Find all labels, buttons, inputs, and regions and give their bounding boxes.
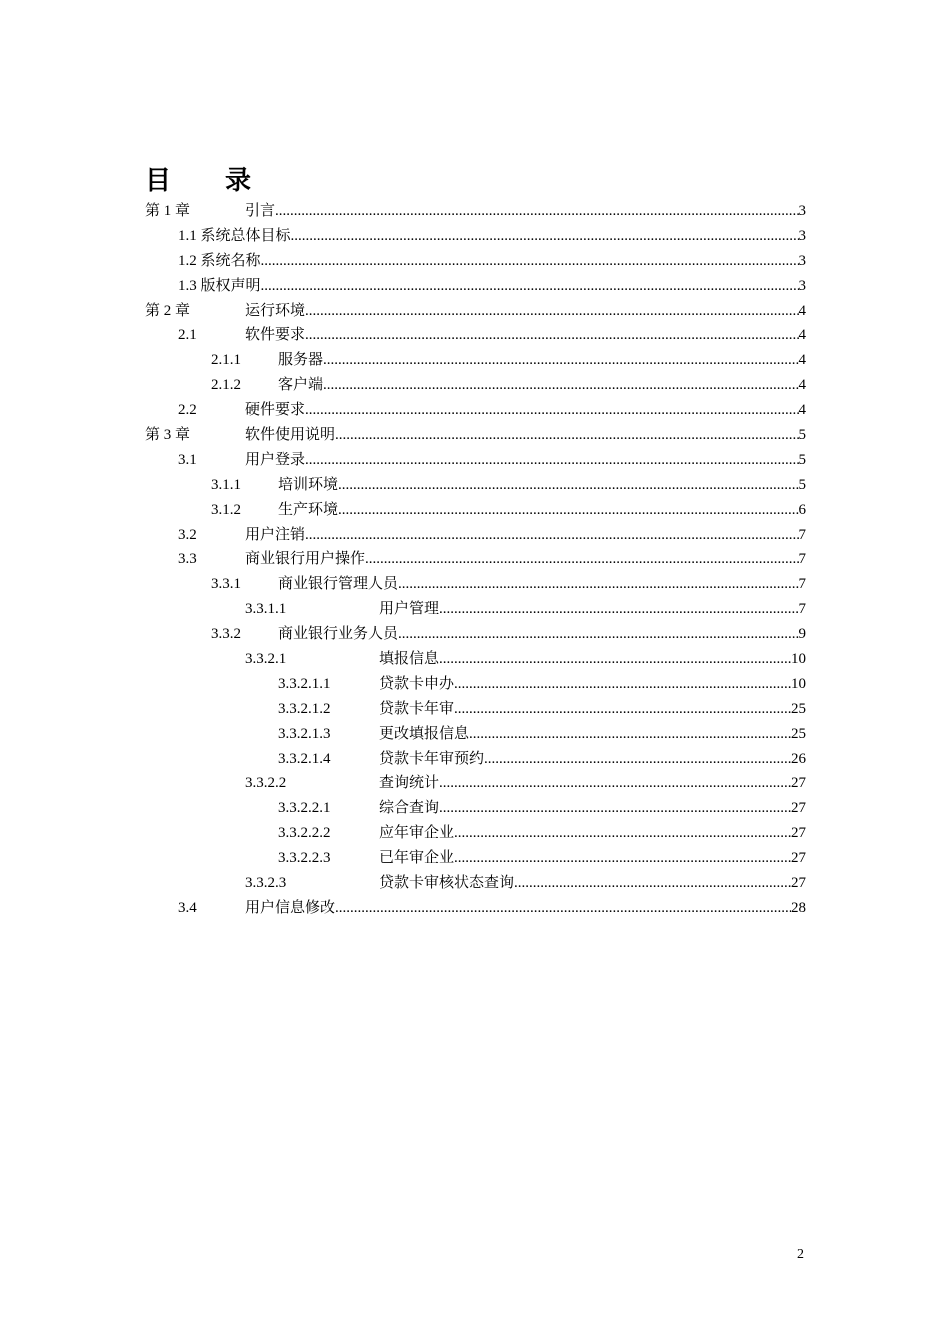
table-of-contents [145, 199, 806, 921]
toc-entry[interactable] [145, 747, 806, 772]
toc-entry-number: 3.3 [178, 551, 197, 568]
toc-entry-page: 27 [791, 850, 806, 867]
toc-leader-dots [261, 274, 799, 299]
toc-entry[interactable] [145, 398, 806, 423]
toc-entry-page: 10 [791, 675, 806, 692]
toc-entry-title: 贷款卡年审 [379, 700, 455, 717]
toc-entry-page: 27 [791, 800, 806, 817]
toc-entry-title: 客户端 [278, 377, 324, 394]
toc-entry-page: 3 [798, 203, 806, 219]
toc-entry[interactable] [145, 722, 806, 747]
toc-entry-title: 1.2 系统名称 [178, 252, 261, 269]
toc-entry-page: 26 [791, 750, 806, 767]
toc-entry-title: 贷款卡审核状态查询 [379, 875, 515, 892]
toc-entry-page: 4 [798, 302, 806, 319]
toc-entry-title: 贷款卡年审预约 [379, 750, 485, 767]
toc-leader-dots [305, 398, 798, 423]
toc-entry[interactable] [145, 547, 806, 572]
toc-entry-page: 5 [798, 451, 806, 468]
toc-entry-page: 25 [791, 700, 806, 717]
toc-entry-number: 3.1.2 [211, 501, 241, 518]
toc-entry-page: 4 [798, 377, 806, 394]
page-number: 2 [797, 1247, 804, 1262]
toc-entry[interactable] [145, 622, 806, 647]
toc-leader-dots [305, 323, 798, 348]
toc-entry-number: 第 2 章 [145, 302, 191, 319]
toc-entry-page: 5 [798, 427, 806, 444]
toc-entry[interactable] [145, 771, 806, 796]
toc-entry-title: 用户管理 [379, 601, 440, 618]
toc-entry[interactable] [145, 348, 806, 373]
toc-leader-dots [338, 498, 798, 523]
toc-entry[interactable] [145, 796, 806, 821]
toc-entry[interactable] [145, 523, 806, 548]
toc-entry-number: 3.3.2.3 [245, 875, 287, 892]
toc-entry-title: 查询统计 [379, 775, 440, 792]
toc-entry[interactable] [145, 697, 806, 722]
toc-entry[interactable] [145, 597, 806, 622]
toc-entry-page: 27 [791, 775, 806, 792]
toc-leader-dots [439, 796, 791, 821]
toc-leader-dots [323, 348, 798, 373]
toc-leader-dots [454, 697, 791, 722]
toc-entry-number: 3.1.1 [211, 476, 241, 493]
toc-leader-dots [365, 547, 798, 572]
toc-entry-page: 28 [791, 899, 806, 916]
toc-entry-number: 3.3.2.1 [245, 651, 287, 668]
toc-leader-dots [291, 224, 799, 249]
toc-entry-title: 1.3 版权声明 [178, 277, 261, 294]
toc-entry[interactable] [145, 249, 806, 274]
toc-entry-number: 3.3.2.2.2 [278, 825, 331, 842]
toc-entry-title: 软件要求 [245, 327, 306, 344]
toc-entry-title: 引言 [245, 203, 276, 219]
toc-entry-page: 7 [798, 526, 806, 543]
toc-entry[interactable] [145, 647, 806, 672]
toc-leader-dots [398, 572, 798, 597]
toc-entry[interactable] [145, 672, 806, 697]
toc-leader-dots [305, 523, 798, 548]
toc-entry-title: 综合查询 [379, 800, 440, 817]
toc-entry-number: 3.3.2.1.1 [278, 675, 331, 692]
toc-leader-dots [439, 647, 791, 672]
toc-entry-title: 已年审企业 [379, 850, 455, 867]
toc-leader-dots [335, 423, 798, 448]
toc-leader-dots [484, 747, 791, 772]
toc-entry-title: 应年审企业 [379, 825, 455, 842]
toc-entry-title: 商业银行业务人员 [278, 626, 399, 643]
toc-entry-number: 3.1 [178, 451, 197, 468]
toc-entry[interactable] [145, 498, 806, 523]
toc-entry-number: 3.3.2.2.1 [278, 800, 331, 817]
toc-entry-title: 运行环境 [245, 302, 306, 319]
toc-entry-page: 9 [798, 626, 806, 643]
toc-entry-title: 用户登录 [245, 451, 306, 468]
toc-leader-dots [454, 846, 791, 871]
toc-entry-number: 2.1.2 [211, 377, 241, 394]
toc-entry-page: 4 [798, 402, 806, 419]
toc-entry[interactable] [145, 473, 806, 498]
toc-entry[interactable] [145, 274, 806, 299]
toc-entry-title: 培训环境 [278, 476, 339, 493]
toc-entry[interactable] [145, 896, 806, 921]
toc-entry[interactable] [145, 871, 806, 896]
toc-entry[interactable] [145, 846, 806, 871]
toc-entry-page: 7 [798, 601, 806, 618]
toc-entry-number: 3.3.2.2.3 [278, 850, 331, 867]
toc-entry-page: 7 [798, 576, 806, 593]
toc-entry[interactable] [145, 448, 806, 473]
toc-leader-dots [439, 771, 791, 796]
toc-entry-number: 2.2 [178, 402, 197, 419]
toc-leader-dots [323, 373, 798, 398]
toc-leader-dots [305, 299, 798, 324]
toc-leader-dots [514, 871, 791, 896]
toc-entry-title: 服务器 [278, 352, 324, 369]
toc-entry[interactable] [145, 373, 806, 398]
toc-entry-page: 25 [791, 725, 806, 742]
toc-entry-number: 3.3.2.1.3 [278, 725, 331, 742]
toc-entry-title: 用户信息修改 [245, 899, 336, 916]
toc-entry-title: 商业银行管理人员 [278, 576, 399, 593]
toc-entry-title: 填报信息 [379, 651, 440, 668]
toc-entry-title: 用户注销 [245, 526, 306, 543]
toc-entry-title: 软件使用说明 [245, 427, 336, 444]
toc-entry-title: 硬件要求 [245, 402, 306, 419]
toc-entry-number: 2.1.1 [211, 352, 241, 369]
toc-entry[interactable] [145, 323, 806, 348]
toc-entry-page: 3 [798, 277, 806, 294]
toc-entry-page: 6 [798, 501, 806, 518]
toc-entry[interactable] [145, 821, 806, 846]
toc-entry-number: 第 3 章 [145, 427, 191, 444]
toc-leader-dots [275, 199, 798, 224]
toc-entry[interactable] [145, 572, 806, 597]
toc-entry-page: 10 [791, 651, 806, 668]
toc-entry-page: 4 [798, 352, 806, 369]
toc-leader-dots [335, 896, 791, 921]
toc-entry-title: 商业银行用户操作 [245, 551, 366, 568]
toc-entry[interactable] [145, 299, 806, 324]
toc-entry-title: 生产环境 [278, 501, 339, 518]
toc-entry[interactable] [145, 199, 806, 224]
toc-leader-dots [454, 672, 791, 697]
toc-entry-title: 贷款卡申办 [379, 675, 455, 692]
toc-entry-page: 4 [798, 327, 806, 344]
toc-leader-dots [398, 622, 798, 647]
toc-entry[interactable] [145, 224, 806, 249]
toc-entry[interactable] [145, 423, 806, 448]
toc-entry-number: 2.1 [178, 327, 197, 344]
toc-entry-number: 3.3.1.1 [245, 601, 287, 618]
toc-leader-dots [439, 597, 798, 622]
toc-entry-title: 更改填报信息 [379, 725, 470, 742]
toc-entry-number: 3.3.2 [211, 626, 241, 643]
toc-entry-page: 3 [798, 227, 806, 244]
toc-entry-number: 3.3.2.2 [245, 775, 287, 792]
toc-entry-number: 3.4 [178, 899, 197, 916]
toc-leader-dots [305, 448, 798, 473]
toc-entry-number: 第 1 章 [145, 203, 191, 219]
toc-entry-number: 3.2 [178, 526, 197, 543]
toc-entry-number: 3.3.2.1.4 [278, 750, 331, 767]
toc-entry-page: 3 [798, 252, 806, 269]
toc-entry-number: 3.3.1 [211, 576, 241, 593]
toc-entry-page: 27 [791, 875, 806, 892]
toc-title: 目 录 [145, 166, 266, 196]
toc-entry-page: 7 [798, 551, 806, 568]
toc-entry-page: 27 [791, 825, 806, 842]
toc-entry-number: 3.3.2.1.2 [278, 700, 331, 717]
toc-entry-page: 5 [798, 476, 806, 493]
toc-leader-dots [454, 821, 791, 846]
toc-leader-dots [338, 473, 798, 498]
toc-leader-dots [469, 722, 791, 747]
toc-entry-title: 1.1 系统总体目标 [178, 227, 291, 244]
toc-leader-dots [261, 249, 799, 274]
